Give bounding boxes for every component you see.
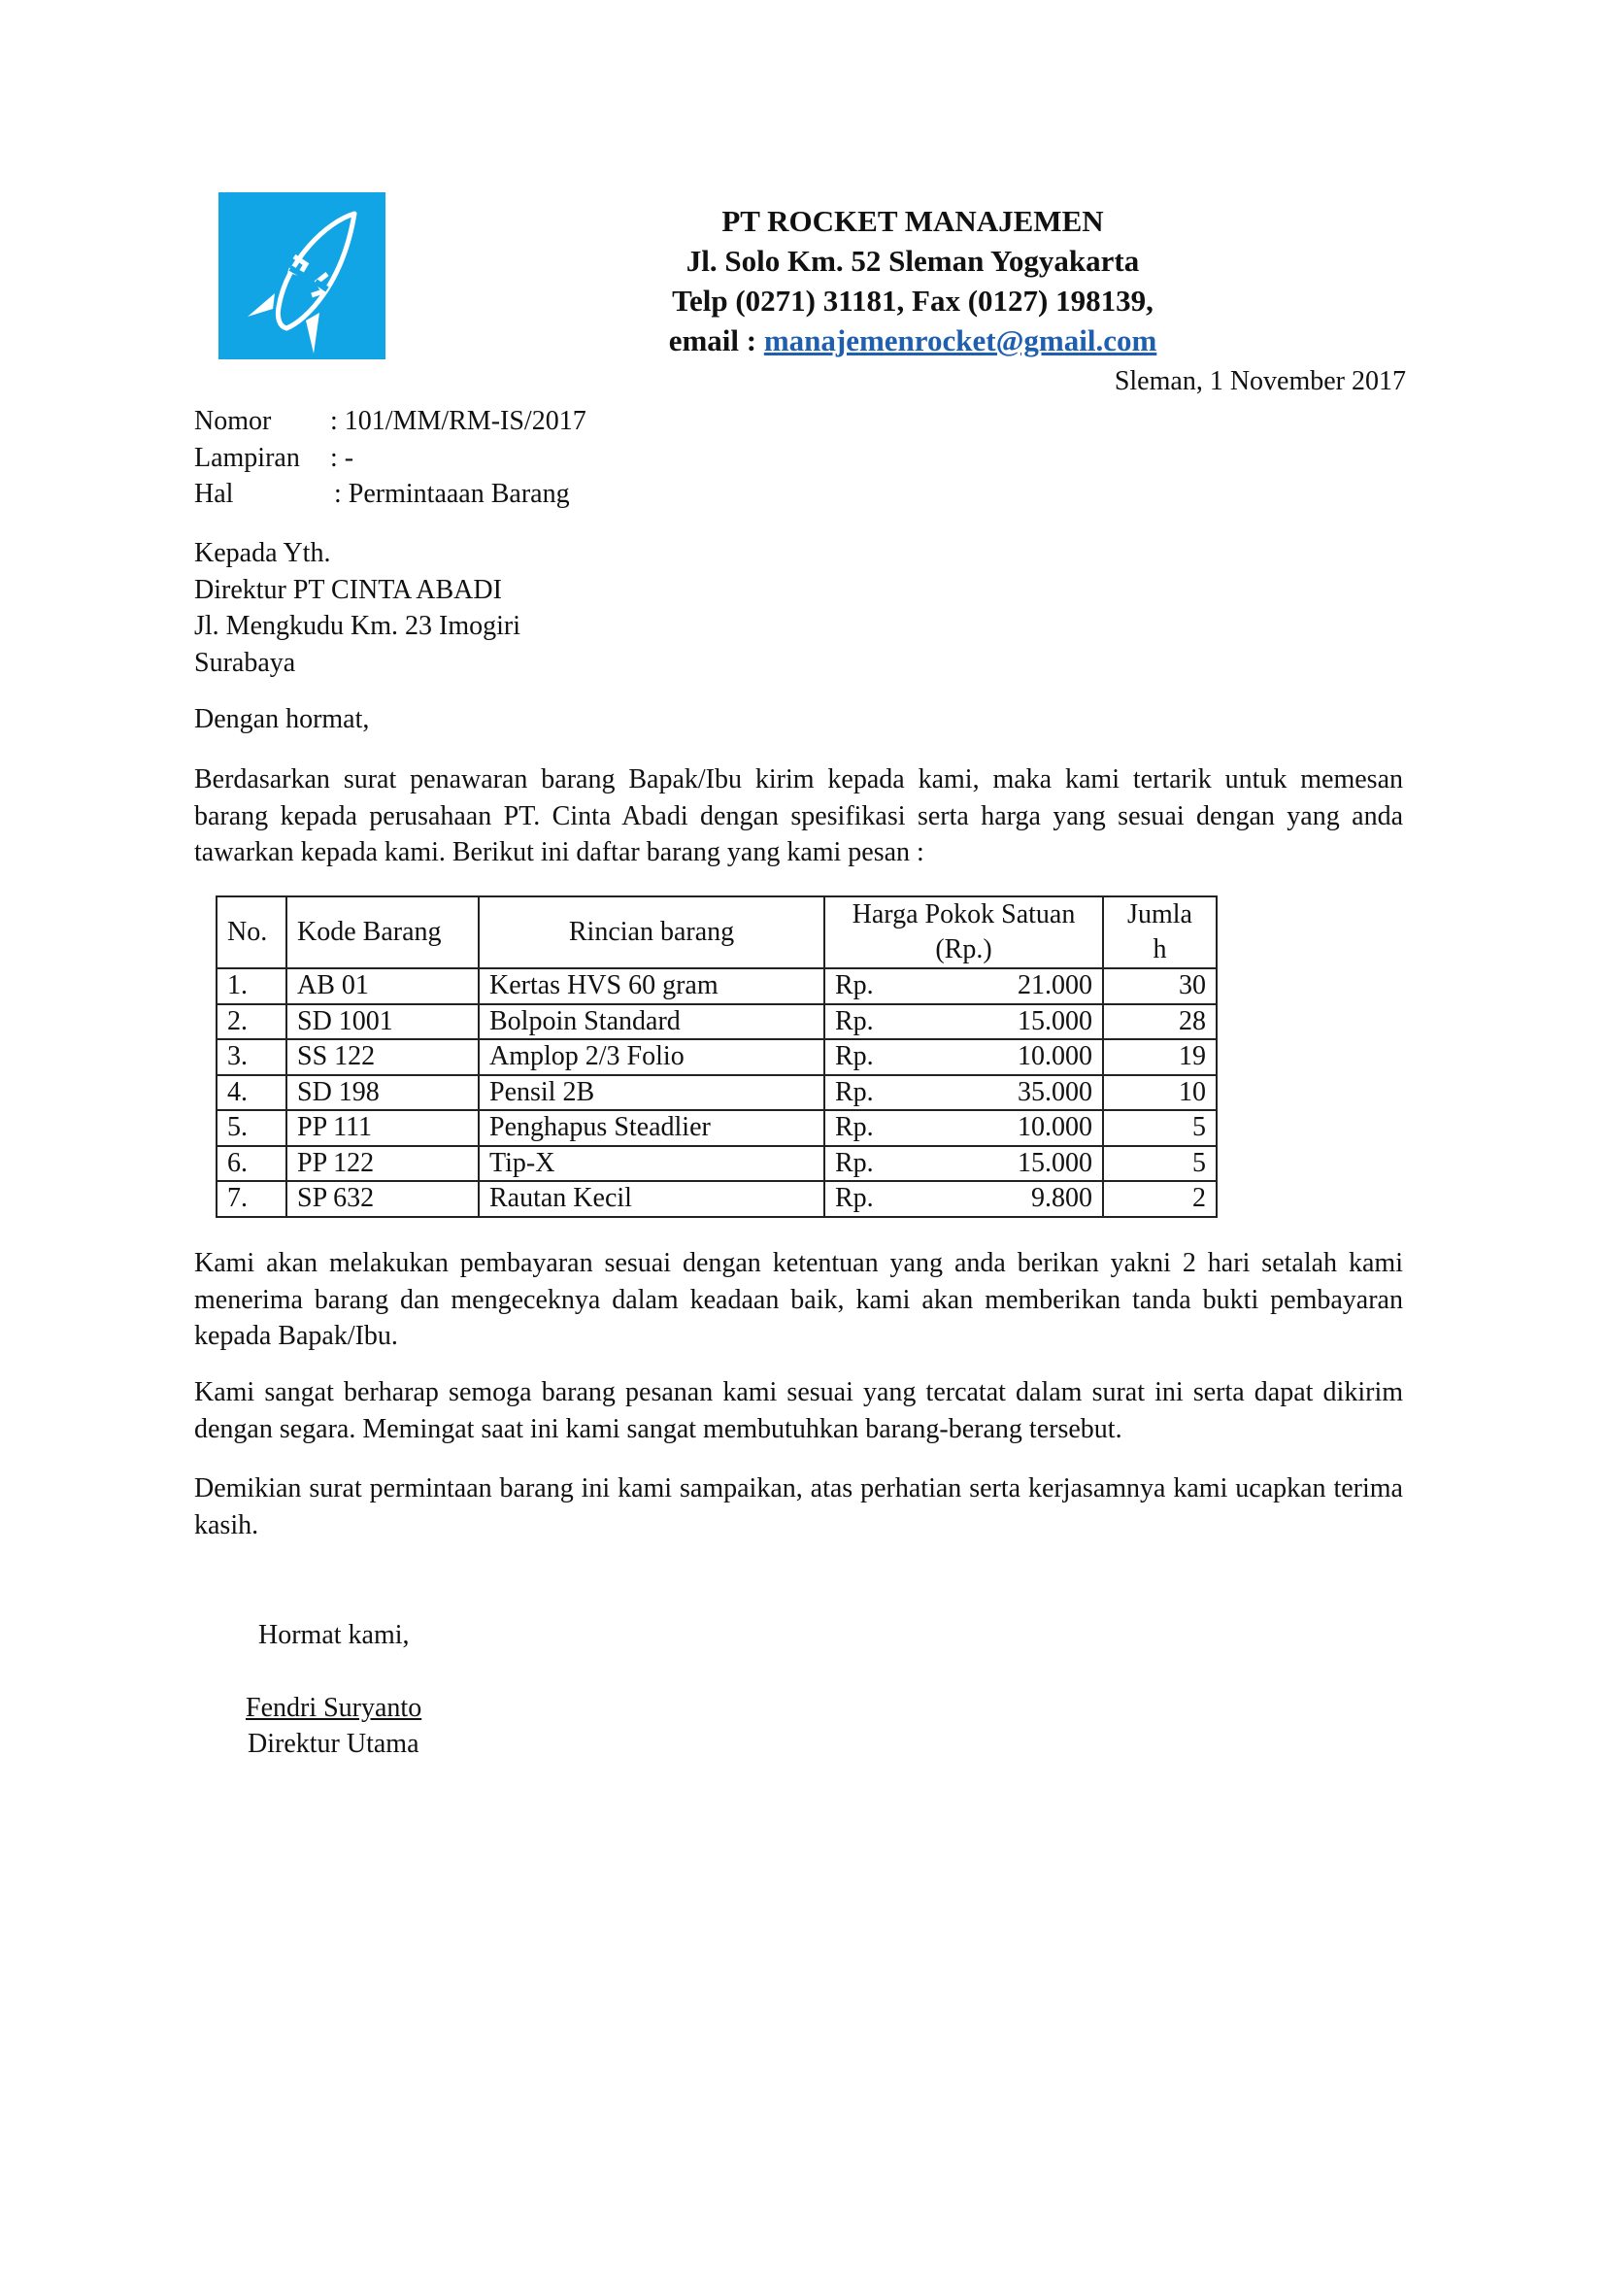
recipient-block — [194, 535, 520, 681]
company-name: PT ROCKET MANAJEMEN — [721, 204, 1104, 238]
table-row — [217, 1181, 1217, 1217]
cell-rincian: Kertas HVS 60 gram — [479, 968, 824, 1004]
cell-jumlah: 2 — [1103, 1181, 1217, 1217]
cell-harga — [824, 1110, 1103, 1146]
cell-price: 21.000 — [1018, 970, 1092, 1001]
cell-jumlah: 5 — [1103, 1110, 1217, 1146]
header-kode: Kode Barang — [286, 896, 479, 968]
cell-currency: Rp. — [835, 1005, 874, 1036]
meta-hal — [194, 476, 586, 513]
cell-currency: Rp. — [835, 970, 874, 1001]
paragraph-intro: Berdasarkan surat penawaran barang Bapak/Ibu kirim kepada kami, maka kami tertarik untuk memesan barang kepada perusahaan PT. Cinta Abadi dengan spesifikasi serta harga yang sesuai dengan yang anda tawarkan kepada kami. Berikut ini daftar barang yang kami pesan : — [194, 764, 1403, 867]
meta-nomor — [194, 403, 586, 440]
paragraph-hope: Kami sangat berharap semoga barang pesanan kami sesuai yang tercatat dalam surat ini serta dapat dikirim dengan segara. Memingat saat ini kami sangat membutuhkan barang-berang tersebut. — [194, 1377, 1403, 1444]
cell-rincian: Tip-X — [479, 1146, 824, 1182]
cell-jumlah: 5 — [1103, 1146, 1217, 1182]
cell-kode: SD 198 — [286, 1075, 479, 1111]
paragraph-payment: Kami akan melakukan pembayaran sesuai dengan ketentuan yang anda berikan yakni 2 hari setalah kami menerima barang dan mengeceknya dalam keadaan baik, kami akan memberikan tanda bukti pembayaran kepada Bapak/Ibu. — [194, 1248, 1403, 1351]
cell-currency: Rp. — [835, 1112, 874, 1143]
cell-harga — [824, 1075, 1103, 1111]
cell-price: 15.000 — [1018, 1005, 1092, 1036]
cell-jumlah: 19 — [1103, 1039, 1217, 1075]
rocket-icon — [218, 192, 385, 359]
meta-label: Hal — [194, 479, 234, 509]
cell-rincian: Rautan Kecil — [479, 1181, 824, 1217]
table-row — [217, 968, 1217, 1004]
header-rincian: Rincian barang — [479, 896, 824, 968]
company-email-line — [583, 321, 1243, 360]
cell-price: 9.800 — [1031, 1183, 1092, 1214]
header-no: No. — [217, 896, 286, 968]
letter-meta — [194, 403, 586, 513]
cell-kode: PP 111 — [286, 1110, 479, 1146]
letter-date: Sleman, 1 November 2017 — [1114, 366, 1406, 396]
cell-no: 4. — [217, 1075, 286, 1111]
cell-rincian: Bolpoin Standard — [479, 1004, 824, 1040]
cell-jumlah: 10 — [1103, 1075, 1217, 1111]
table-row — [217, 1146, 1217, 1182]
cell-no: 5. — [217, 1110, 286, 1146]
meta-lampiran — [194, 440, 586, 477]
cell-kode: AB 01 — [286, 968, 479, 1004]
signature-closing: Hormat kami, — [258, 1620, 410, 1650]
email-label: email : — [668, 323, 764, 357]
cell-rincian: Amplop 2/3 Folio — [479, 1039, 824, 1075]
cell-kode: PP 122 — [286, 1146, 479, 1182]
greeting: Dengan hormat, — [194, 704, 370, 734]
meta-label: Nomor — [194, 406, 272, 436]
meta-value: : 101/MM/RM-IS/2017 — [330, 406, 586, 436]
paragraph-closing: Demikian surat permintaan barang ini kami sampaikan, atas perhatian serta kerjasamnya kami ucapkan terima kasih. — [194, 1473, 1403, 1540]
cell-currency: Rp. — [835, 1076, 874, 1107]
cell-no: 2. — [217, 1004, 286, 1040]
cell-currency: Rp. — [835, 1147, 874, 1178]
company-logo — [218, 192, 385, 359]
cell-price: 35.000 — [1018, 1076, 1092, 1107]
recipient-name: Direktur PT CINTA ABADI — [194, 574, 502, 605]
cell-harga — [824, 1039, 1103, 1075]
cell-price: 10.000 — [1018, 1112, 1092, 1143]
header-harga-line1: Harga Pokok Satuan — [852, 899, 1076, 929]
cell-no: 7. — [217, 1181, 286, 1217]
table-row — [217, 1004, 1217, 1040]
meta-label: Lampiran — [194, 442, 300, 473]
header-jumlah-line2: h — [1153, 934, 1167, 964]
cell-harga — [824, 968, 1103, 1004]
signer-name: Fendri Suryanto — [246, 1693, 422, 1723]
header-harga — [824, 896, 1103, 968]
email-link[interactable]: manajemenrocket@gmail.com — [763, 323, 1157, 357]
cell-currency: Rp. — [835, 1041, 874, 1072]
cell-price: 15.000 — [1018, 1147, 1092, 1178]
table-row — [217, 1075, 1217, 1111]
cell-harga — [824, 1004, 1103, 1040]
signer-title: Direktur Utama — [248, 1729, 419, 1759]
recipient-street: Jl. Mengkudu Km. 23 Imogiri — [194, 611, 520, 641]
cell-currency: Rp. — [835, 1183, 874, 1214]
cell-no: 1. — [217, 968, 286, 1004]
cell-price: 10.000 — [1018, 1041, 1092, 1072]
items-table — [216, 895, 1218, 1218]
table-row — [217, 1039, 1217, 1075]
recipient-salutation: Kepada Yth. — [194, 538, 331, 568]
cell-jumlah: 30 — [1103, 968, 1217, 1004]
cell-harga — [824, 1181, 1103, 1217]
recipient-city: Surabaya — [194, 647, 296, 678]
cell-kode: SD 1001 — [286, 1004, 479, 1040]
company-address: Jl. Solo Km. 52 Sleman Yogyakarta — [685, 244, 1140, 278]
meta-value: : Permintaaan Barang — [334, 479, 570, 509]
cell-harga — [824, 1146, 1103, 1182]
cell-kode: SS 122 — [286, 1039, 479, 1075]
header-jumlah — [1103, 896, 1217, 968]
company-phone-fax: Telp (0271) 31181, Fax (0127) 198139, — [672, 284, 1154, 318]
cell-rincian: Pensil 2B — [479, 1075, 824, 1111]
meta-value: : - — [330, 442, 354, 473]
cell-no: 6. — [217, 1146, 286, 1182]
letterhead — [583, 201, 1243, 360]
table-header-row — [217, 896, 1217, 968]
header-jumlah-line1: Jumla — [1127, 899, 1192, 929]
cell-jumlah: 28 — [1103, 1004, 1217, 1040]
table-row — [217, 1110, 1217, 1146]
cell-rincian: Penghapus Steadlier — [479, 1110, 824, 1146]
cell-kode: SP 632 — [286, 1181, 479, 1217]
cell-no: 3. — [217, 1039, 286, 1075]
header-harga-line2: (Rp.) — [935, 934, 992, 964]
